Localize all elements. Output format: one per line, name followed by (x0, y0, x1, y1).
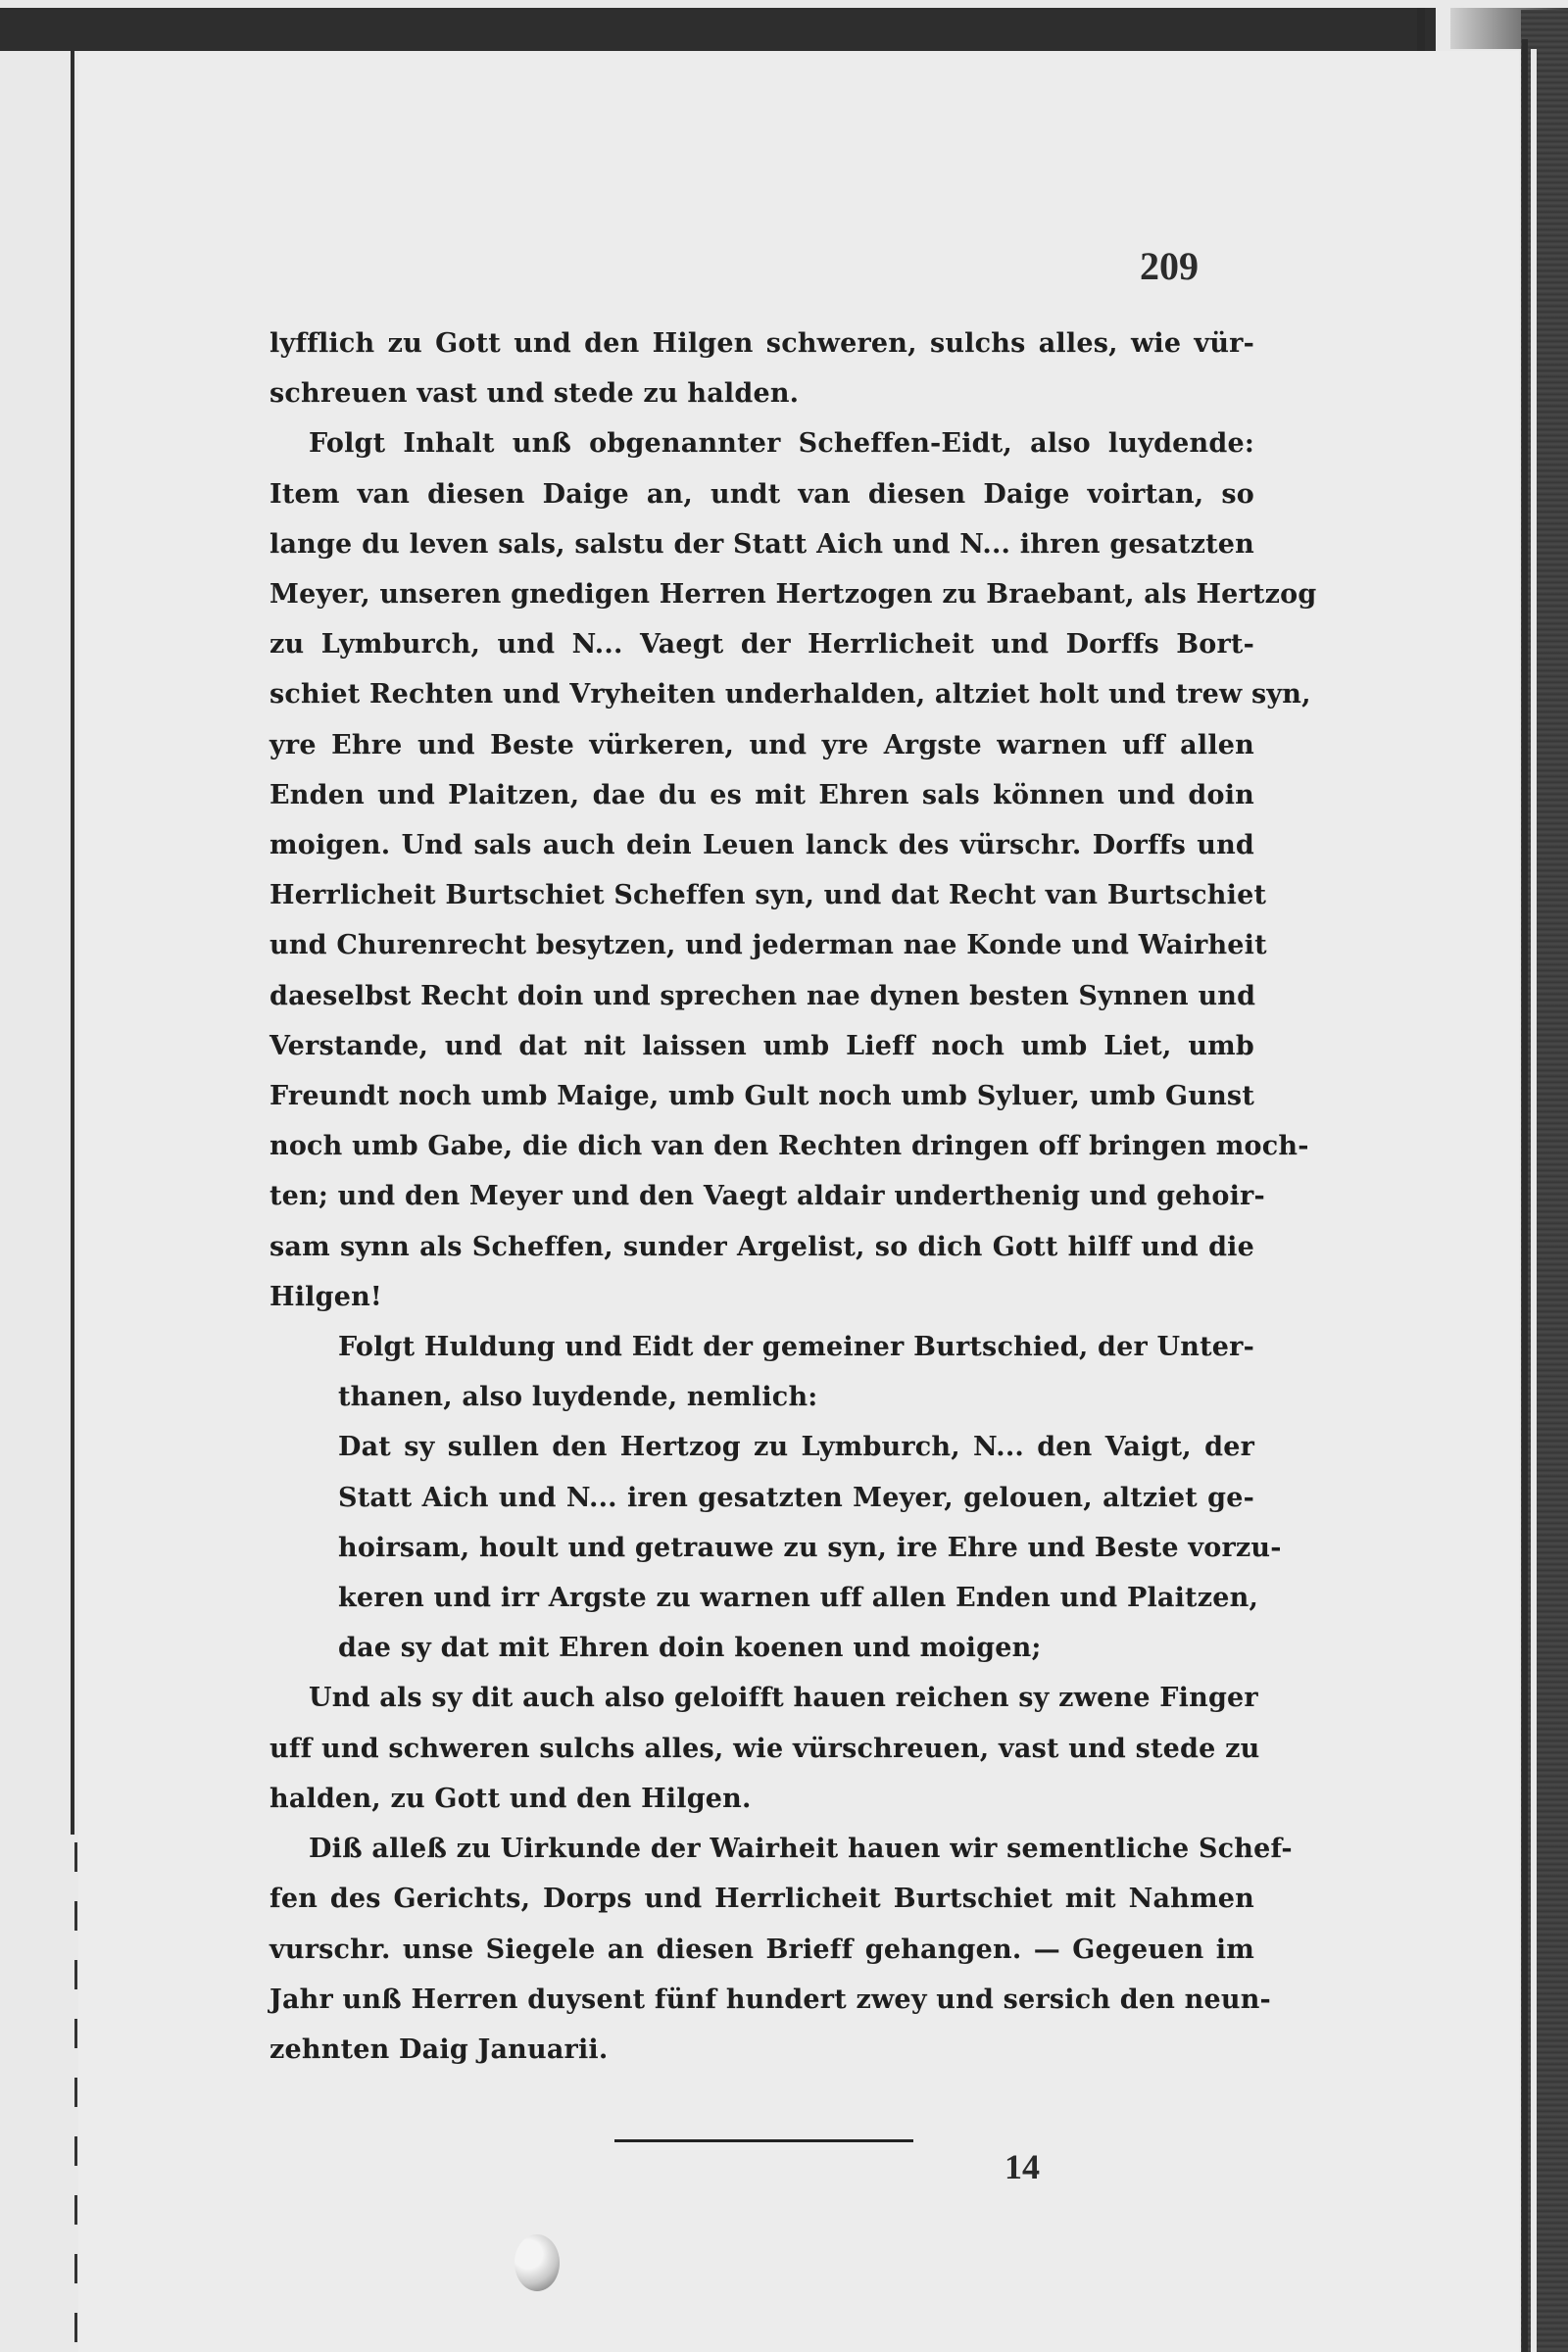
text-line: hoirsam, hoult und getrauwe zu syn, ire Ehre und Beste vorzu- (338, 1532, 1282, 1563)
text-line: daeselbst Recht doin und sprechen nae dynen besten Synnen und (270, 980, 1256, 1011)
text-line: zu Lymburch, und N... Vaegt der Herrlicheit und Dorffs Bort- (270, 629, 1254, 661)
paper-hole-mark (514, 2234, 560, 2291)
text-line: lyfflich zu Gott und den Hilgen schweren, sulchs alles, wie vür- (270, 328, 1254, 359)
text-line: vurschr. unse Siegele an diesen Brieff gehangen. — Gegeuen im (270, 1934, 1254, 1965)
text-line: yre Ehre und Beste vürkeren, und yre Argste warnen uff allen (270, 729, 1254, 760)
text-line: Jahr unß Herren duysent fünf hundert zwey und sersich den neun- (270, 1984, 1271, 2015)
text-line: Diß alleß zu Uirkunde der Wairheit hauen wir sementliche Schef- (309, 1834, 1293, 1865)
text-line: Folgt Inhalt unß obgenannter Scheffen-Eidt, also luydende: (309, 428, 1254, 460)
scan-right-edge (1521, 10, 1568, 2352)
text-line: halden, zu Gott und den Hilgen. (270, 1783, 752, 1814)
page-number: 209 (1140, 244, 1199, 288)
text-line: Enden und Plaitzen, dae du es mit Ehren sals können und doin (270, 779, 1254, 810)
text-line: schreuen vast und stede zu halden. (270, 378, 800, 410)
scan-top-border (0, 8, 1436, 51)
text-line: keren und irr Argste zu warnen uff allen Enden und Plaitzen, (338, 1583, 1259, 1614)
left-margin-rule (71, 51, 74, 1835)
text-line: Meyer, unseren gnedigen Herren Hertzogen zu Braebant, als Hertzog (270, 579, 1317, 611)
text-line: lange du leven sals, salstu der Statt Aich und N... ihren gesatzten (270, 528, 1254, 560)
text-line: uff und schweren sulchs alles, wie vürschreuen, vast und stede zu (270, 1733, 1260, 1764)
text-line: schiet Rechten und Vryheiten underhalden, altziet holt und trew syn, (270, 679, 1311, 710)
text-line: dae sy dat mit Ehren doin koenen und moigen; (338, 1633, 1042, 1664)
text-line: thanen, also luydende, nemlich: (338, 1382, 818, 1413)
text-line: und Churenrecht besytzen, und jederman nae Konde und Wairheit (270, 930, 1267, 961)
text-line: zehnten Daig Januarii. (270, 2034, 609, 2065)
text-line: fen des Gerichts, Dorps und Herrlicheit Burtschiet mit Nahmen (270, 1884, 1254, 1915)
text-line: sam synn als Scheffen, sunder Argelist, so dich Gott hilff und die (270, 1231, 1254, 1262)
text-line: Freundt noch umb Maige, umb Gult noch umb Syluer, umb Gunst (270, 1081, 1254, 1112)
text-line: Dat sy sullen den Hertzog zu Lymburch, N... den Vaigt, der (338, 1432, 1254, 1463)
footer-rule (614, 2139, 913, 2142)
text-line: Statt Aich und N... iren gesatzten Meyer, gelouen, altziet ge- (338, 1482, 1254, 1513)
scan-top-mark (1417, 8, 1425, 51)
text-line: noch umb Gabe, die dich van den Rechten dringen off bringen moch- (270, 1131, 1309, 1162)
text-line: Und als sy dit auch also geloifft hauen reichen sy zwene Finger (309, 1683, 1258, 1714)
body-text (270, 318, 1317, 2075)
left-margin-rule-broken (74, 1842, 77, 2352)
text-line: Hilgen! (270, 1281, 382, 1312)
signature-mark: 14 (1004, 2147, 1040, 2186)
text-line: Item van diesen Daige an, undt van diesen Daige voirtan, so (270, 478, 1254, 510)
scan-right-rule (1522, 39, 1528, 2352)
text-line: Verstande, und dat nit laissen umb Lieff noch umb Liet, umb (270, 1030, 1254, 1061)
text-line: Folgt Huldung und Eidt der gemeiner Burtschied, der Unter- (338, 1332, 1254, 1363)
scan-right-highlight (1531, 49, 1537, 2352)
text-line: moigen. Und sals auch dein Leuen lanck des vürschr. Dorffs und (270, 830, 1254, 861)
text-line: Herrlicheit Burtschiet Scheffen syn, und dat Recht van Burtschiet (270, 880, 1267, 911)
text-line: ten; und den Meyer und den Vaegt aldair underthenig und gehoir- (270, 1181, 1265, 1212)
